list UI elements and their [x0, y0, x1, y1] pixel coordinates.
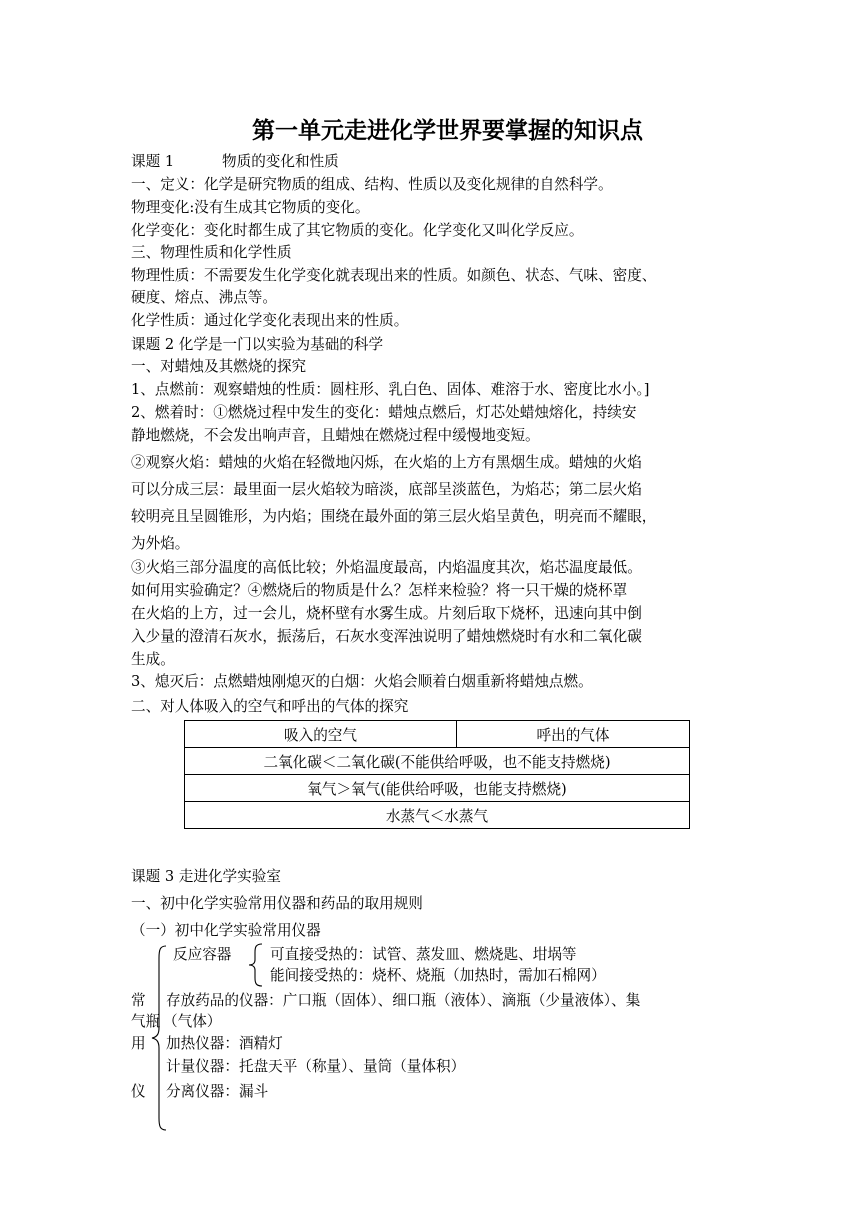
after-extinguish-line: 3、熄灭后：点燃蜡烛刚熄灭的白烟：火焰会顺着白烟重新将蜡烛点燃。	[131, 673, 593, 690]
before-lighting-line: 1、点燃前：观察蜡烛的性质：圆柱形、乳白色、固体、难溶于水、密度比水小。]	[131, 381, 650, 398]
breath-section-heading: 二、对人体吸入的空气和呼出的气体的探究	[131, 698, 409, 715]
side-char-3: 仪	[131, 1083, 146, 1100]
temperature-line-3: 在火焰的上方，过一会儿，烧杯壁有水雾生成。片刻后取下烧杯，迅速向其中倒	[131, 605, 642, 622]
temperature-line-4: 入少量的澄清石灰水，振荡后，石灰水变浑浊说明了蜡烛燃烧时有水和二氧化碳	[131, 628, 642, 645]
breath-comparison-table	[184, 720, 690, 829]
flame-line-4: 为外焰。	[131, 535, 190, 552]
side-char-1: 常	[131, 992, 146, 1009]
table-header-exhaled: 呼出的气体	[457, 721, 690, 748]
table-cell-water-vapor: 水蒸气＜水蒸气	[185, 802, 690, 829]
section-properties-heading: 三、物理性质和化学性质	[131, 244, 292, 261]
lesson2-heading: 课题 2 化学是一门以实验为基础的科学	[131, 336, 384, 353]
side-char-2: 用	[131, 1035, 146, 1052]
chemical-property-line: 化学性质：通过化学变化表现出来的性质。	[131, 312, 409, 329]
table-row	[185, 802, 690, 829]
page-title: 第一单元走进化学世界要掌握的知识点	[252, 118, 643, 144]
small-brace-icon	[244, 942, 268, 988]
flame-line-1: ②观察火焰：蜡烛的火焰在轻微地闪烁，在火焰的上方有黑烟生成。蜡烛的火焰	[131, 454, 642, 471]
table-cell-oxygen: 氧气＞氧气(能供给呼吸，也能支持燃烧)	[185, 775, 690, 802]
table-row	[185, 775, 690, 802]
flame-line-3: 较明亮且呈圆锥形，为内焰；围绕在最外面的第三层火焰呈黄色，明亮而不耀眼，	[131, 508, 657, 525]
separating-line: 分离仪器：漏斗	[166, 1083, 269, 1100]
candle-section-heading: 一、对蜡烛及其燃烧的探究	[131, 358, 307, 375]
large-brace-icon	[148, 944, 170, 1132]
physical-property-line-2: 硬度、熔点、沸点等。	[131, 289, 277, 306]
measuring-line: 计量仪器：托盘天平（称量）、量筒（量体积）	[166, 1058, 466, 1075]
chemical-change-line: 化学变化：变化时都生成了其它物质的变化。化学变化又叫化学反应。	[131, 222, 584, 239]
definition-line: 一、定义：化学是研究物质的组成、结构、性质以及变化规律的自然科学。	[131, 176, 613, 193]
table-row	[185, 748, 690, 775]
lesson3-heading: 课题 3 走进化学实验室	[131, 868, 281, 885]
reaction-vessel-label: 反应容器	[173, 946, 232, 963]
temperature-line-2: 如何用实验确定？④燃烧后的物质是什么？怎样来检验？将一只干燥的烧杯罩	[131, 582, 628, 599]
physical-change-line: 物理变化:没有生成其它物质的变化。	[131, 199, 370, 216]
table-row	[185, 721, 690, 748]
table-header-inhaled: 吸入的空气	[185, 721, 457, 748]
temperature-line-5: 生成。	[131, 651, 175, 668]
table-cell-co2: 二氧化碳＜二氧化碳(不能供给呼吸，也不能支持燃烧)	[185, 748, 690, 775]
heating-line: 加热仪器：酒精灯	[166, 1035, 283, 1052]
storage-line-2-prefix: 气瓶	[131, 1013, 161, 1030]
direct-heat-line: 可直接受热的：试管、蒸发皿、燃烧匙、坩埚等	[270, 946, 577, 963]
lesson1-heading-name: 物质的变化和性质	[222, 153, 339, 170]
burning-line-1: 2、燃着时：①燃烧过程中发生的变化：蜡烛点燃后，灯芯处蜡烛熔化，持续安	[131, 404, 637, 421]
burning-line-2: 静地燃烧，不会发出响声音，且蜡烛在燃烧过程中缓慢地变短。	[131, 427, 540, 444]
storage-line-2: （气体）	[163, 1013, 222, 1030]
instrument-rules-heading: 一、初中化学实验常用仪器和药品的取用规则	[131, 895, 423, 912]
indirect-heat-line: 能间接受热的：烧杯、烧瓶（加热时，需加石棉网）	[270, 967, 606, 984]
temperature-line-1: ③火焰三部分温度的高低比较；外焰温度最高，内焰温度其次，焰芯温度最低。	[131, 559, 642, 576]
physical-property-line-1: 物理性质：不需要发生化学变化就表现出来的性质。如颜色、状态、气味、密度、	[131, 267, 657, 284]
lesson1-heading-num: 课题 1	[131, 153, 175, 170]
instrument-subheading: （一）初中化学实验常用仪器	[131, 922, 321, 939]
storage-line-1: 存放药品的仪器：广口瓶（固体）、细口瓶（液体）、滴瓶（少量液体）、集	[166, 992, 641, 1009]
flame-line-2: 可以分成三层：最里面一层火焰较为暗淡，底部呈淡蓝色，为焰芯；第二层火焰	[131, 481, 642, 498]
